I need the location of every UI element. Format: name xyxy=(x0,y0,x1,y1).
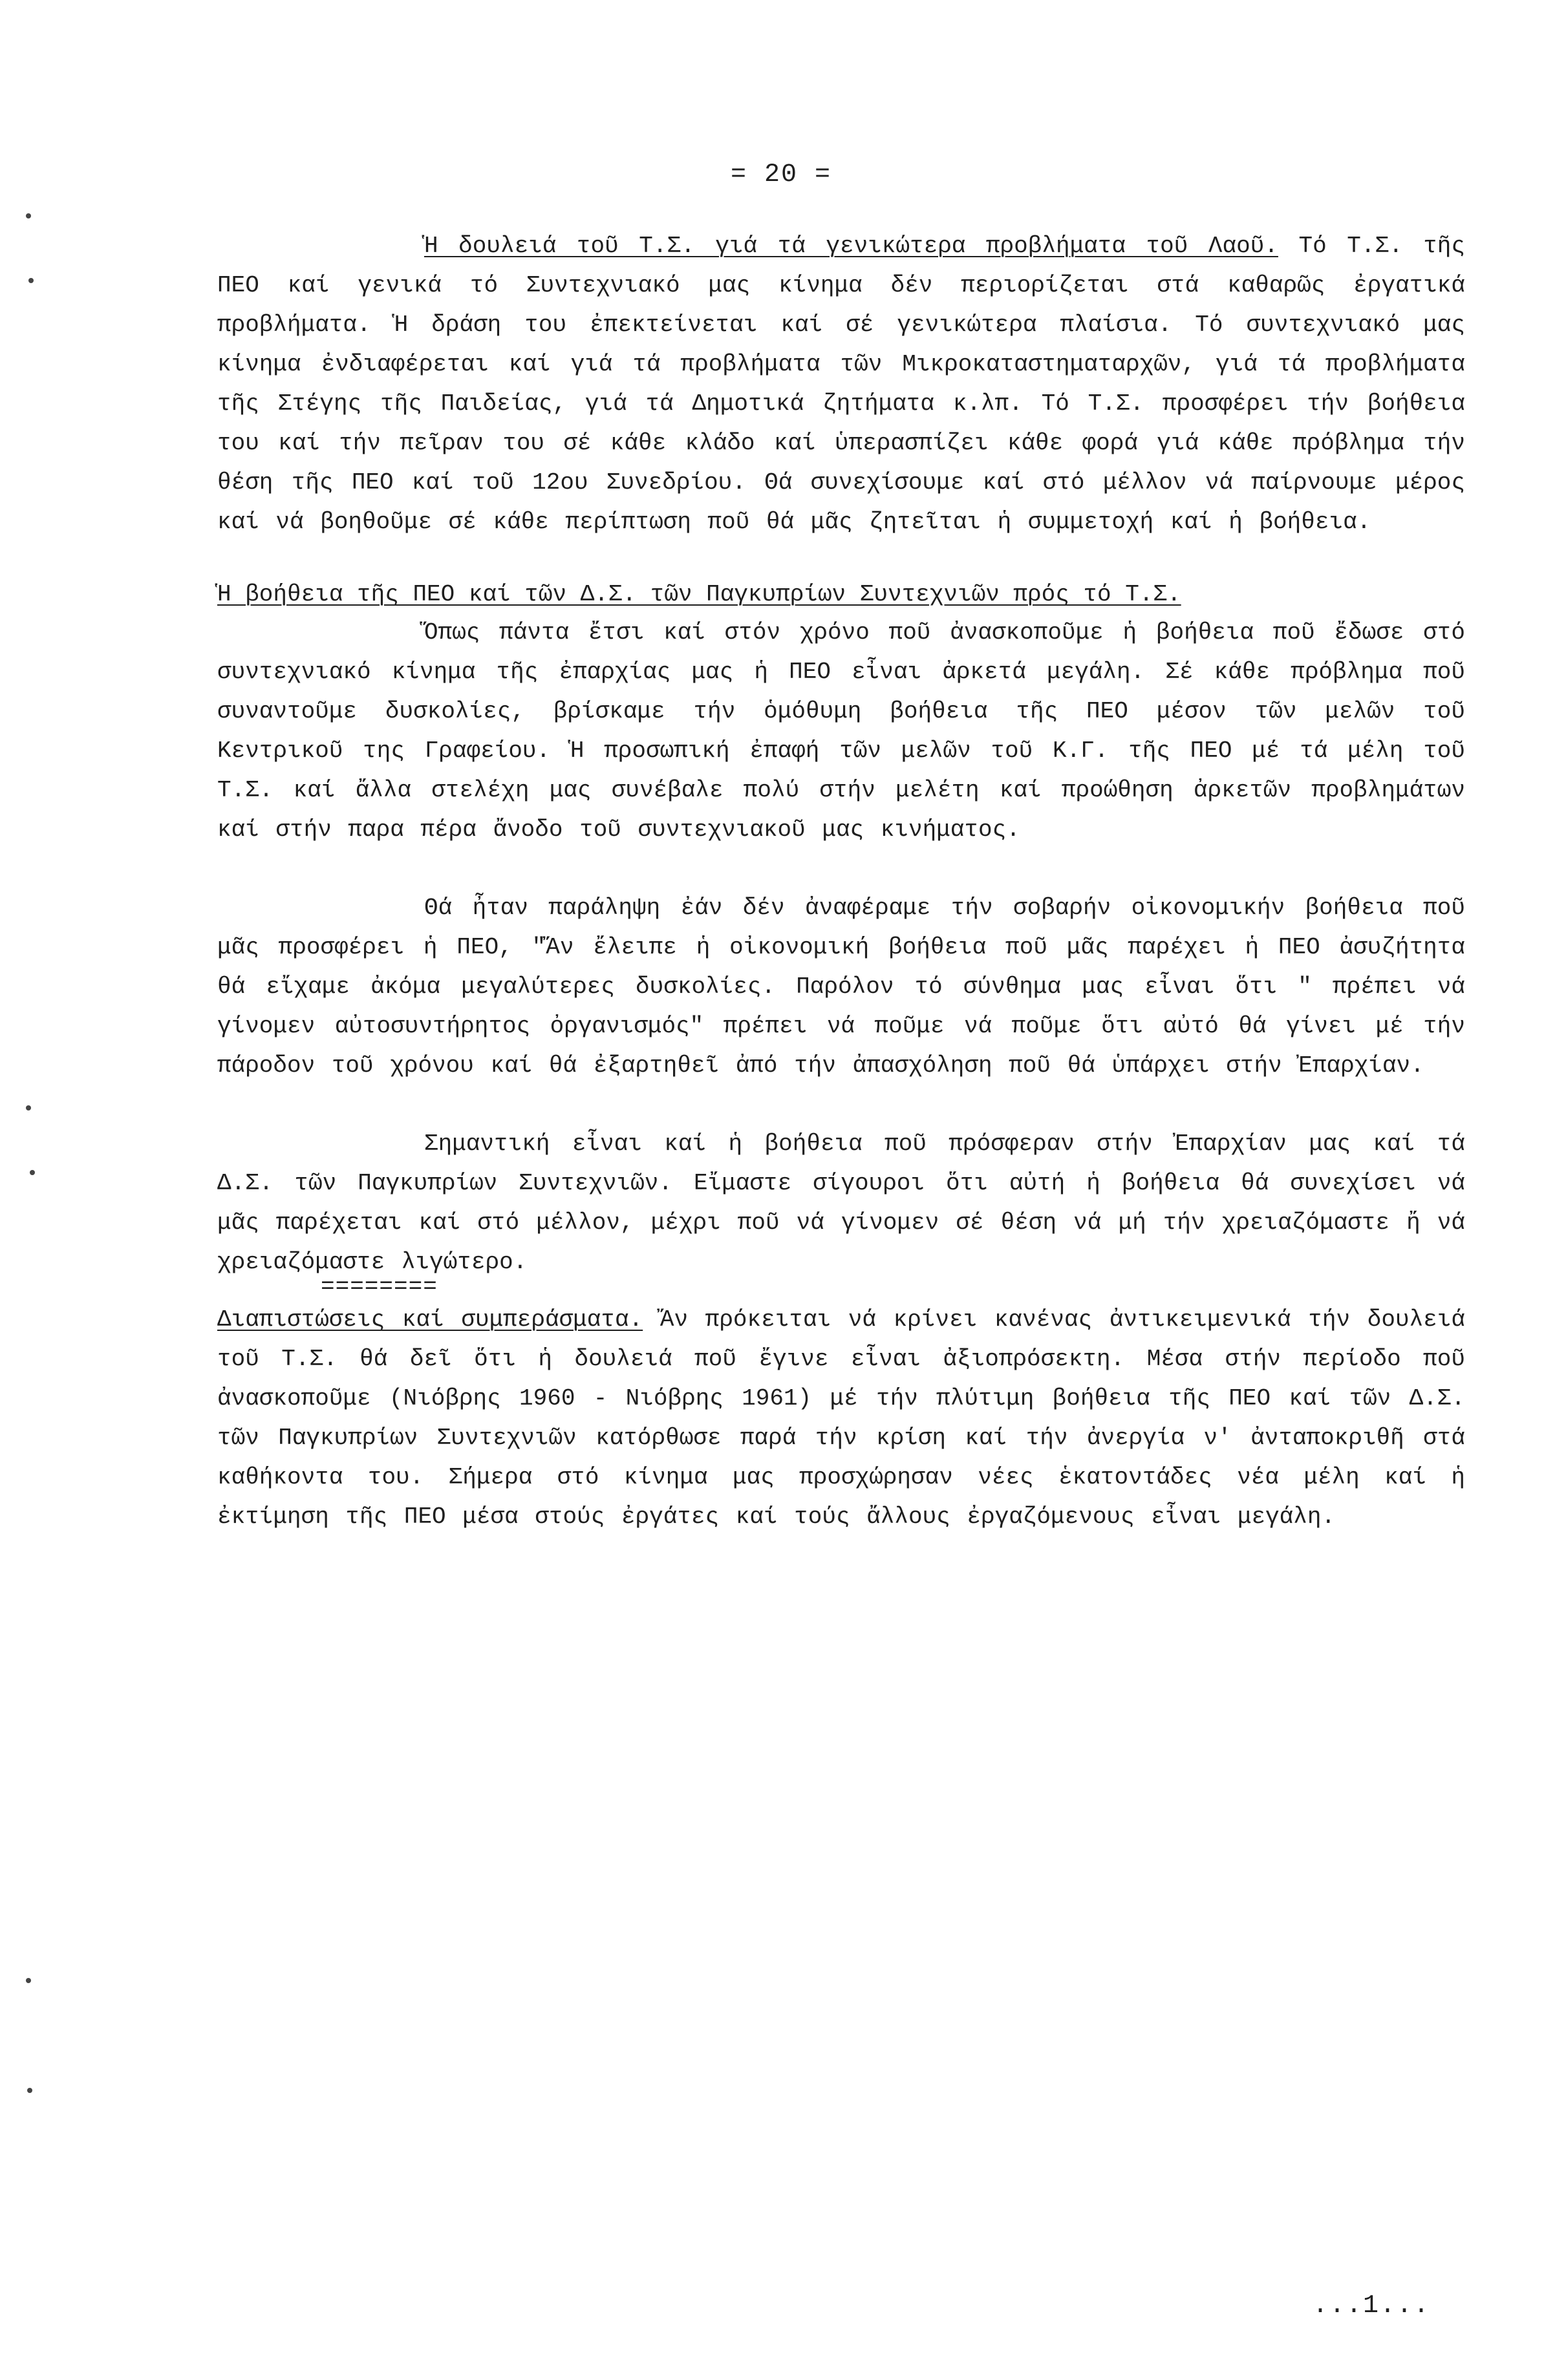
separator-line: ======== xyxy=(321,1273,438,1300)
margin-mark xyxy=(28,278,34,283)
section-heading-general-problems: Ἡ δουλειά τοῦ Τ.Σ. γιά τά γενικώτερα προβλήματα τοῦ Λαοῦ. xyxy=(424,233,1278,259)
paragraph-text: Ἄν πρόκειται νά κρίνει κανένας ἀντικειμενικά τήν δουλειά τοῦ Τ.Σ. θά δεῖ ὅτι ἡ δουλειά ποῦ ἔγινε εἶναι ἀξιοπρόσεκτη. Μέσα στήν περίοδο ποῦ ἀνασκοποῦμε (Νιόβρης 1960 - Νιόβρης 1961) μέ τήν πλύτιμη βοήθεια τῆς ΠΕΟ καί τῶν Δ.Σ. τῶν Παγκυπρίων Συντεχνιῶν κατόρθωσε παρά τήν κρίση καί τήν ἀνεργία ν' ἀνταποκριθῆ στά καθήκοντα του. Σήμερα στό κίνημα μας προσχώρησαν νέες ἑκατοντάδες νέα μέλη καί ἡ ἐκτίμηση τῆς ΠΕΟ μέσα στούς ἐργάτες καί τούς ἄλλους ἐργαζόμενους εἶναι μεγάλη. xyxy=(217,1306,1465,1530)
paragraph-economic-help: Θά ἦταν παράληψη ἐάν δέν ἀναφέραμε τήν σοβαρήν οἰκονομικήν βοήθεια ποῦ μᾶς προσφέρει ἡ ΠΕΟ, "Ἄν ἔλειπε ἡ οἰκονομική βοήθεια ποῦ μᾶς παρέχει ἡ ΠΕΟ ἀσυζήτητα θά εἴχαμε ἀκόμα μεγαλύτερες δυσκολίες. Παρόλον τό σύνθημα μας εἶναι ὅτι " πρέπει νά γίνομεν αὐτοσυντήρητος ὀργανισμός" πρέπει νά ποῦμε νά ποῦμε ὅτι αὐτό θά γίνει μέ τήν πάροδον τοῦ χρόνου καί θά ἐξαρτηθεῖ ἀπό τήν ἀπασχόληση ποῦ θά ὑπάρχει στήν Ἐπαρχίαν. xyxy=(217,895,1465,1079)
margin-mark xyxy=(26,1978,31,1983)
body-text xyxy=(217,226,1465,1575)
margin-mark xyxy=(30,1170,35,1175)
page-continuation-marker: ...1... xyxy=(1312,2291,1430,2321)
paragraph-general-problems xyxy=(217,226,1465,542)
margin-mark xyxy=(26,1105,31,1110)
paragraph-peo-help: Ὅπως πάντα ἔτσι καί στόν χρόνο ποῦ ἀνασκοποῦμε ἡ βοήθεια ποῦ ἔδωσε στό συντεχνιακό κίνημα τῆς ἐπαρχίας μας ἡ ΠΕΟ εἶναι ἀρκετά μεγάλη. Σέ κάθε πρόβλημα ποῦ συναντοῦμε δυσκολίες, βρίσκαμε τήν ὁμόθυμη βοήθεια τῆς ΠΕΟ μέσον τῶν μελῶν τοῦ Κεντρικοῦ της Γραφείου. Ἡ προσωπική ἐπαφή τῶν μελῶν τοῦ Κ.Γ. τῆς ΠΕΟ μέ τά μέλη τοῦ Τ.Σ. καί ἄλλα στελέχη μας συνέβαλε πολύ στήν μελέτη καί προώθηση ἀρκετῶν προβλημάτων καί στήν παρα πέρα ἄνοδο τοῦ συντεχνιακοῦ μας κινήματος. xyxy=(217,619,1465,843)
section-heading-conclusions: Διαπιστώσεις καί συμπεράσματα. xyxy=(217,1306,643,1333)
margin-mark xyxy=(26,213,31,218)
paragraph-text: Τό Τ.Σ. τῆς ΠΕΟ καί γενικά τό Συντεχνιακό μας κίνημα δέν περιορίζεται στά καθαρῶς ἐργατικά προβλήματα. Ἡ δράση του ἐπεκτείνεται καί σέ γενικώτερα πλαίσια. Τό συντεχνιακό μας κίνημα ἐνδιαφέρεται καί γιά τά προβλήματα τῶν Μικροκαταστηματαρχῶν, γιά τά προβλήματα τῆς Στέγης τῆς Παιδείας, γιά τά Δημοτικά ζητήματα κ.λπ. Τό Τ.Σ. προσφέρει τήν βοήθεια του καί τήν πεῖραν του σέ κάθε κλάδο καί ὑπερασπίζει κάθε φορά γιά κάθε πρόβλημα τήν θέση τῆς ΠΕΟ καί τοῦ 12ου Συνεδρίου. Θά συνεχίσουμε καί στό μέλλον νά παίρνουμε μέρος καί νά βοηθοῦμε σέ κάθε περίπτωση ποῦ θά μᾶς ζητεῖται ἡ συμμετοχή καί ἡ βοήθεια. xyxy=(217,233,1466,535)
section-heading-peo-help: Ἡ βοήθεια τῆς ΠΕΟ καί τῶν Δ.Σ. τῶν Παγκυπρίων Συντεχνιῶν πρός τό Τ.Σ. xyxy=(217,581,1181,608)
paragraph-conclusions xyxy=(217,1300,1465,1536)
page-number: = 20 = xyxy=(731,160,832,189)
margin-mark xyxy=(27,2088,32,2093)
paragraph-unions-help: Σημαντική εἶναι καί ἡ βοήθεια ποῦ πρόσφεραν στήν Ἐπαρχίαν μας καί τά Δ.Σ. τῶν Παγκυπρίων Συντεχνιῶν. Εἴμαστε σίγουροι ὅτι αὐτή ἡ βοήθεια θά συνεχίσει νά μᾶς παρέχεται καί στό μέλλον, μέχρι ποῦ νά γίνομεν σέ θέση νά μή τήν χρειαζόμαστε ἤ νά χρειαζόμαστε λιγώτερο. xyxy=(217,1131,1465,1275)
